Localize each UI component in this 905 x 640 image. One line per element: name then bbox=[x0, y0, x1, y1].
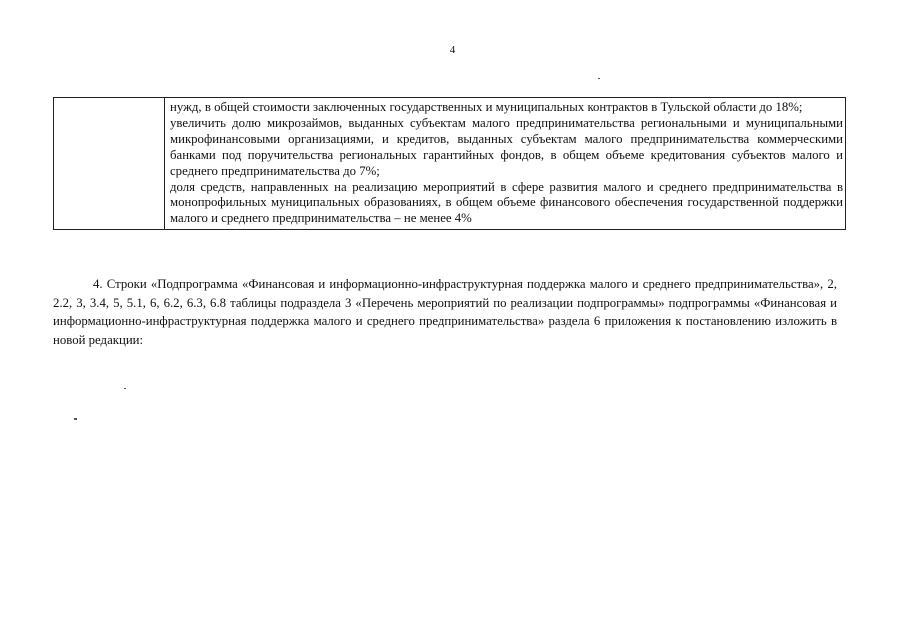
item-4-paragraph: 4. Строки «Подпрограмма «Финансовая и информационно-инфраструктурная поддержка малого и среднего предпринимательства», 2, 2.2, 3, 3.4, 5, 5.1, 6, 6.2, 6.3, 6.8 таблицы подраздела 3 «Перечень мероприятий по реализации подпрограммы» подпрограммы «Финансовая и информационно-инфраструктурная поддержка малого и среднего предпринимательства» раздела 6 приложения к постановлению изложить в новой редакции: bbox=[53, 277, 837, 347]
table-cell-right bbox=[165, 98, 846, 230]
table-cell-left bbox=[54, 98, 165, 230]
table-paragraph-microloans: увеличить долю микрозаймов, выданных субъектам малого предпринимательства региональными и муниципальными микрофинансовыми организациями, и кредитов, выданных субъектам малого предпринимательства коммерческими банками под поручительства региональных гарантийных фондов, в общем объеме кредитования субъектов малого и среднего предпринимательства до 7%; bbox=[170, 115, 843, 178]
scan-speck bbox=[124, 388, 126, 389]
page-number: 4 bbox=[449, 44, 456, 56]
scan-speck bbox=[598, 78, 600, 79]
table-paragraph-procurement: нужд, в общей стоимости заключенных государственных и муниципальных контрактов в Тульской области до 18%; bbox=[170, 100, 803, 114]
scan-speck bbox=[74, 418, 77, 420]
table-row bbox=[54, 98, 846, 230]
table-cell-right-content bbox=[165, 98, 845, 229]
table-paragraph-monotowns: доля средств, направленных на реализацию мероприятий в сфере развития малого и среднего предпринимательства в монопрофильных муниципальных образованиях, в общем объеме финансового обеспечения государственной поддержки малого и среднего предпринимательства – не менее 4% bbox=[170, 179, 843, 226]
continuation-table bbox=[53, 97, 846, 230]
